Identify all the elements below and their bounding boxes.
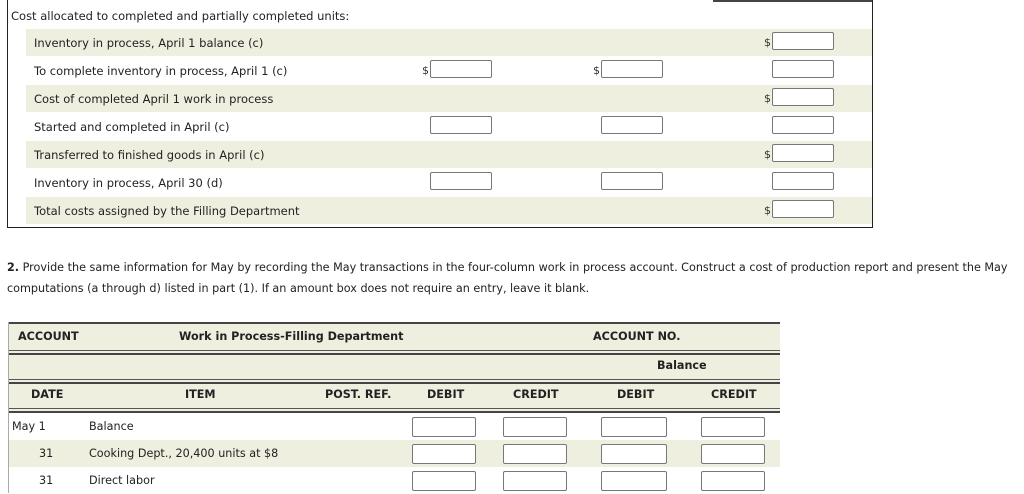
instruction-text: [7, 257, 1017, 299]
credit-input[interactable]: [503, 471, 567, 491]
ledger-row: [9, 467, 780, 494]
ledger-rule: [9, 350, 780, 351]
cost-row-inventory-april-30: [26, 169, 872, 196]
instruction-body: Provide the same information for May by recording the May transactions in the four-column work in process account. Construct a cost of production report and present the May computations (a through d) listed in part (1). If an amount box does not require an entry, leave it blank.: [7, 261, 1008, 295]
dollar-sign: $: [764, 204, 771, 217]
account-label: ACCOUNT: [18, 330, 79, 343]
column-rule: [713, 0, 872, 2]
balance-credit-input[interactable]: [701, 444, 765, 464]
amount-input-total[interactable]: [772, 88, 834, 106]
balance-credit-input[interactable]: [701, 417, 765, 437]
cost-row-total-costs-assigned: [26, 197, 872, 224]
row-label: Transferred to finished goods in April (c): [34, 148, 265, 162]
cost-allocation-table: [7, 0, 873, 228]
row-label: Inventory in process, April 1 balance (c): [34, 36, 264, 50]
debit-input[interactable]: [412, 444, 476, 464]
cost-row-started-completed-april: [26, 113, 872, 140]
dollar-sign: $: [764, 92, 771, 105]
row-label: Total costs assigned by the Filling Department: [34, 204, 300, 218]
amount-input-direct-materials[interactable]: [430, 116, 492, 134]
row-label: Cost of completed April 1 work in process: [34, 92, 274, 106]
instruction-number: 2.: [7, 261, 20, 274]
column-header-balance-credit: CREDIT: [711, 388, 757, 401]
ledger-date: May 1: [12, 420, 46, 433]
amount-input-total[interactable]: [772, 200, 834, 218]
amount-input-total[interactable]: [772, 116, 834, 134]
dollar-sign: $: [593, 64, 600, 77]
credit-input[interactable]: [503, 444, 567, 464]
ledger-rule: [9, 379, 780, 380]
ledger-item: Cooking Dept., 20,400 units at $8: [89, 447, 279, 460]
account-name: Work in Process-Filling Department: [179, 330, 404, 343]
ledger-date: 31: [39, 474, 54, 487]
cost-row-to-complete-april-1: [26, 57, 872, 84]
amount-input-total[interactable]: [772, 172, 834, 190]
balance-debit-input[interactable]: [601, 417, 667, 437]
ledger-row: [9, 413, 780, 440]
ledger-top-rule: [9, 322, 780, 324]
ledger-item: Balance: [89, 420, 134, 433]
row-label: Started and completed in April (c): [34, 120, 230, 134]
amount-input-conversion[interactable]: [601, 60, 663, 78]
amount-input-direct-materials[interactable]: [430, 60, 492, 78]
amount-input-total[interactable]: [772, 32, 834, 50]
dollar-sign: $: [422, 64, 429, 77]
cost-row-transferred-finished-goods: [26, 141, 872, 168]
ledger-date: 31: [39, 447, 54, 460]
balance-credit-input[interactable]: [701, 471, 765, 491]
column-header-item: ITEM: [185, 388, 216, 401]
dollar-sign: $: [764, 36, 771, 49]
cost-row-completed-april-1: [26, 85, 872, 112]
debit-input[interactable]: [412, 471, 476, 491]
debit-input[interactable]: [412, 417, 476, 437]
row-label: Inventory in process, April 30 (d): [34, 176, 223, 190]
row-label: To complete inventory in process, April 1 (c): [34, 64, 288, 78]
balance-debit-input[interactable]: [601, 471, 667, 491]
column-header-balance-debit: DEBIT: [617, 388, 655, 401]
column-header-credit: CREDIT: [513, 388, 559, 401]
column-header-post-ref: POST. REF.: [325, 388, 392, 401]
balance-label: Balance: [657, 359, 707, 372]
account-no-label: ACCOUNT NO.: [593, 330, 681, 343]
dollar-sign: $: [764, 148, 771, 161]
amount-input-direct-materials[interactable]: [430, 172, 492, 190]
cost-row-inventory-april-1: [26, 29, 872, 56]
balance-debit-input[interactable]: [601, 444, 667, 464]
amount-input-total[interactable]: [772, 144, 834, 162]
ledger-rule: [9, 408, 780, 409]
ledger-rule: [9, 382, 780, 384]
column-header-debit: DEBIT: [427, 388, 465, 401]
amount-input-conversion[interactable]: [601, 116, 663, 134]
ledger-row: [9, 440, 780, 467]
ledger-rule: [9, 353, 780, 355]
amount-input-conversion[interactable]: [601, 172, 663, 190]
column-header-date: DATE: [31, 388, 64, 401]
ledger-account: [8, 322, 780, 493]
amount-input-total[interactable]: [772, 60, 834, 78]
credit-input[interactable]: [503, 417, 567, 437]
ledger-item: Direct labor: [89, 474, 155, 487]
cost-section-heading: Cost allocated to completed and partially completed units:: [11, 9, 350, 23]
